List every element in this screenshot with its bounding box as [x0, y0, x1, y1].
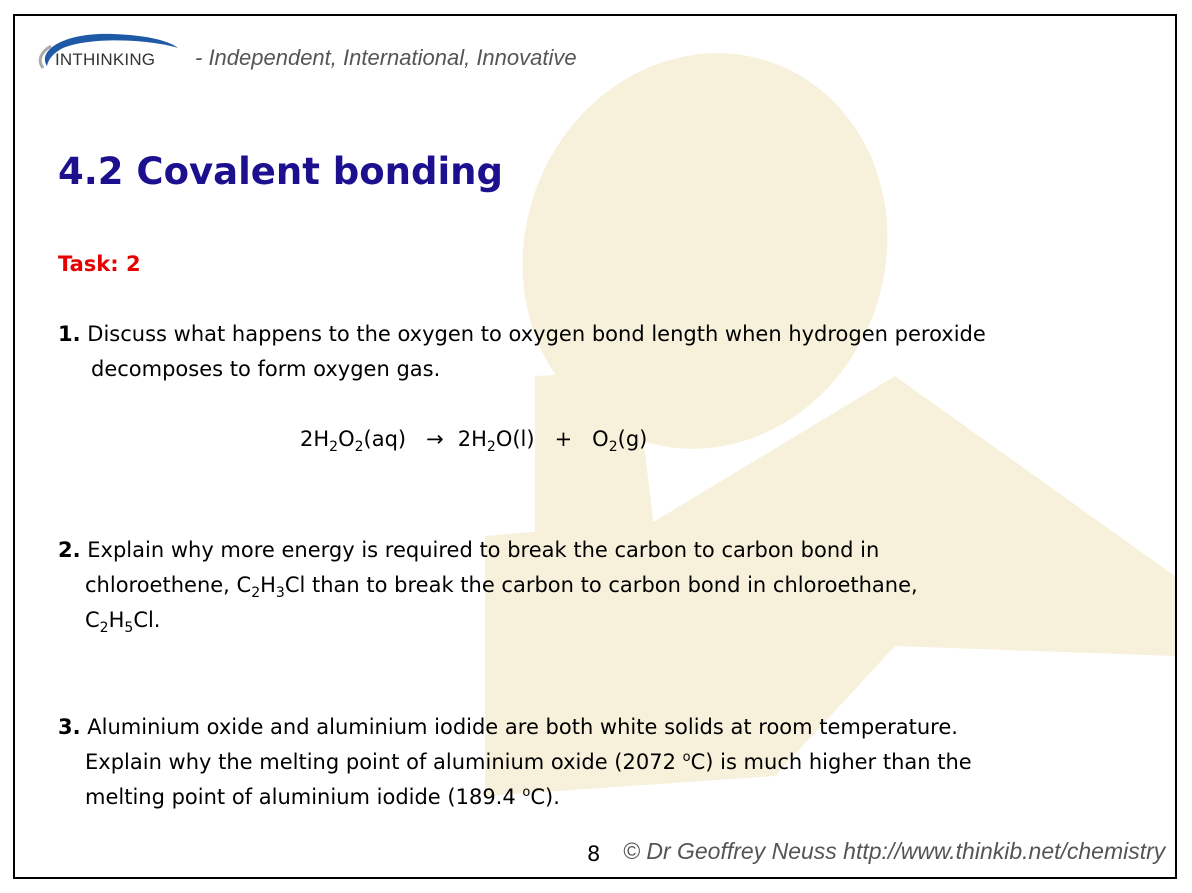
subscript: 2: [251, 585, 261, 601]
subscript: 3: [275, 585, 285, 601]
text-segment: C) is much higher than the: [690, 750, 972, 774]
logo-text: INTHINKING: [55, 50, 156, 69]
text-segment: chloroethene, C: [85, 573, 252, 597]
eq-product2-element: O: [592, 427, 609, 451]
eq-subscript: 2: [354, 439, 364, 455]
text-segment: Explain why the melting point of aluminium oxide (2072: [85, 750, 683, 774]
question-number: 1.: [58, 322, 81, 346]
text-segment: C).: [530, 785, 560, 809]
question-number: 2.: [58, 538, 81, 562]
slide: [13, 14, 1177, 879]
eq-subscript: 2: [486, 439, 496, 455]
page-title: 4.2 Covalent bonding: [58, 150, 504, 193]
eq-subscript: 2: [608, 439, 618, 455]
text-segment: Cl than to break the carbon to carbon bond in chloroethane,: [284, 573, 918, 597]
question-number: 3.: [58, 715, 81, 739]
text-segment: H: [108, 608, 125, 632]
eq-product1-rest: O(l): [495, 427, 535, 451]
eq-reactant-element: O: [338, 427, 355, 451]
copyright-footer: © Dr Geoffrey Neuss http://www.thinkib.net/chemistry: [623, 838, 1166, 864]
eq-plus: +: [554, 427, 573, 451]
eq-reactant-coef: 2H: [300, 427, 330, 451]
question-3: [58, 710, 1158, 815]
task-label: Task: 2: [58, 252, 141, 276]
question-2-line-3: [58, 603, 1158, 638]
eq-product2-state: (g): [617, 427, 648, 451]
question-3-line-3: [58, 780, 1158, 815]
subscript: 5: [124, 620, 134, 636]
text-segment: Cl.: [133, 608, 161, 632]
question-2-line-1: [58, 533, 1158, 568]
question-2: [58, 533, 1158, 638]
page-number: 8: [587, 842, 601, 866]
text-segment: H: [260, 573, 276, 597]
eq-product1-coef: 2H: [457, 427, 487, 451]
question-2-line-2: [58, 568, 1158, 603]
eq-reactant-state: (aq): [363, 427, 407, 451]
question-text: Aluminium oxide and aluminium iodide are both white solids at room temperature.: [87, 715, 958, 739]
question-1-line-2: decomposes to form oxygen gas.: [91, 357, 441, 381]
tagline: - Independent, International, Innovative: [195, 45, 577, 70]
question-3-line-2: [58, 745, 1158, 780]
superscript: o: [682, 750, 691, 765]
question-1: [58, 317, 1158, 387]
text-segment: melting point of aluminium iodide (189.4: [85, 785, 523, 809]
subscript: 2: [99, 620, 109, 636]
eq-subscript: 2: [329, 439, 339, 455]
question-text: Discuss what happens to the oxygen to oxygen bond length when hydrogen peroxide: [87, 322, 986, 346]
chemical-equation: [300, 427, 648, 455]
question-3-line-1: [58, 710, 1158, 745]
reaction-arrow-icon: →: [426, 427, 444, 451]
question-1-line-1: [58, 317, 1158, 352]
superscript: o: [522, 785, 531, 800]
question-text: Explain why more energy is required to break the carbon to carbon bond in: [87, 538, 880, 562]
text-segment: C: [85, 608, 100, 632]
